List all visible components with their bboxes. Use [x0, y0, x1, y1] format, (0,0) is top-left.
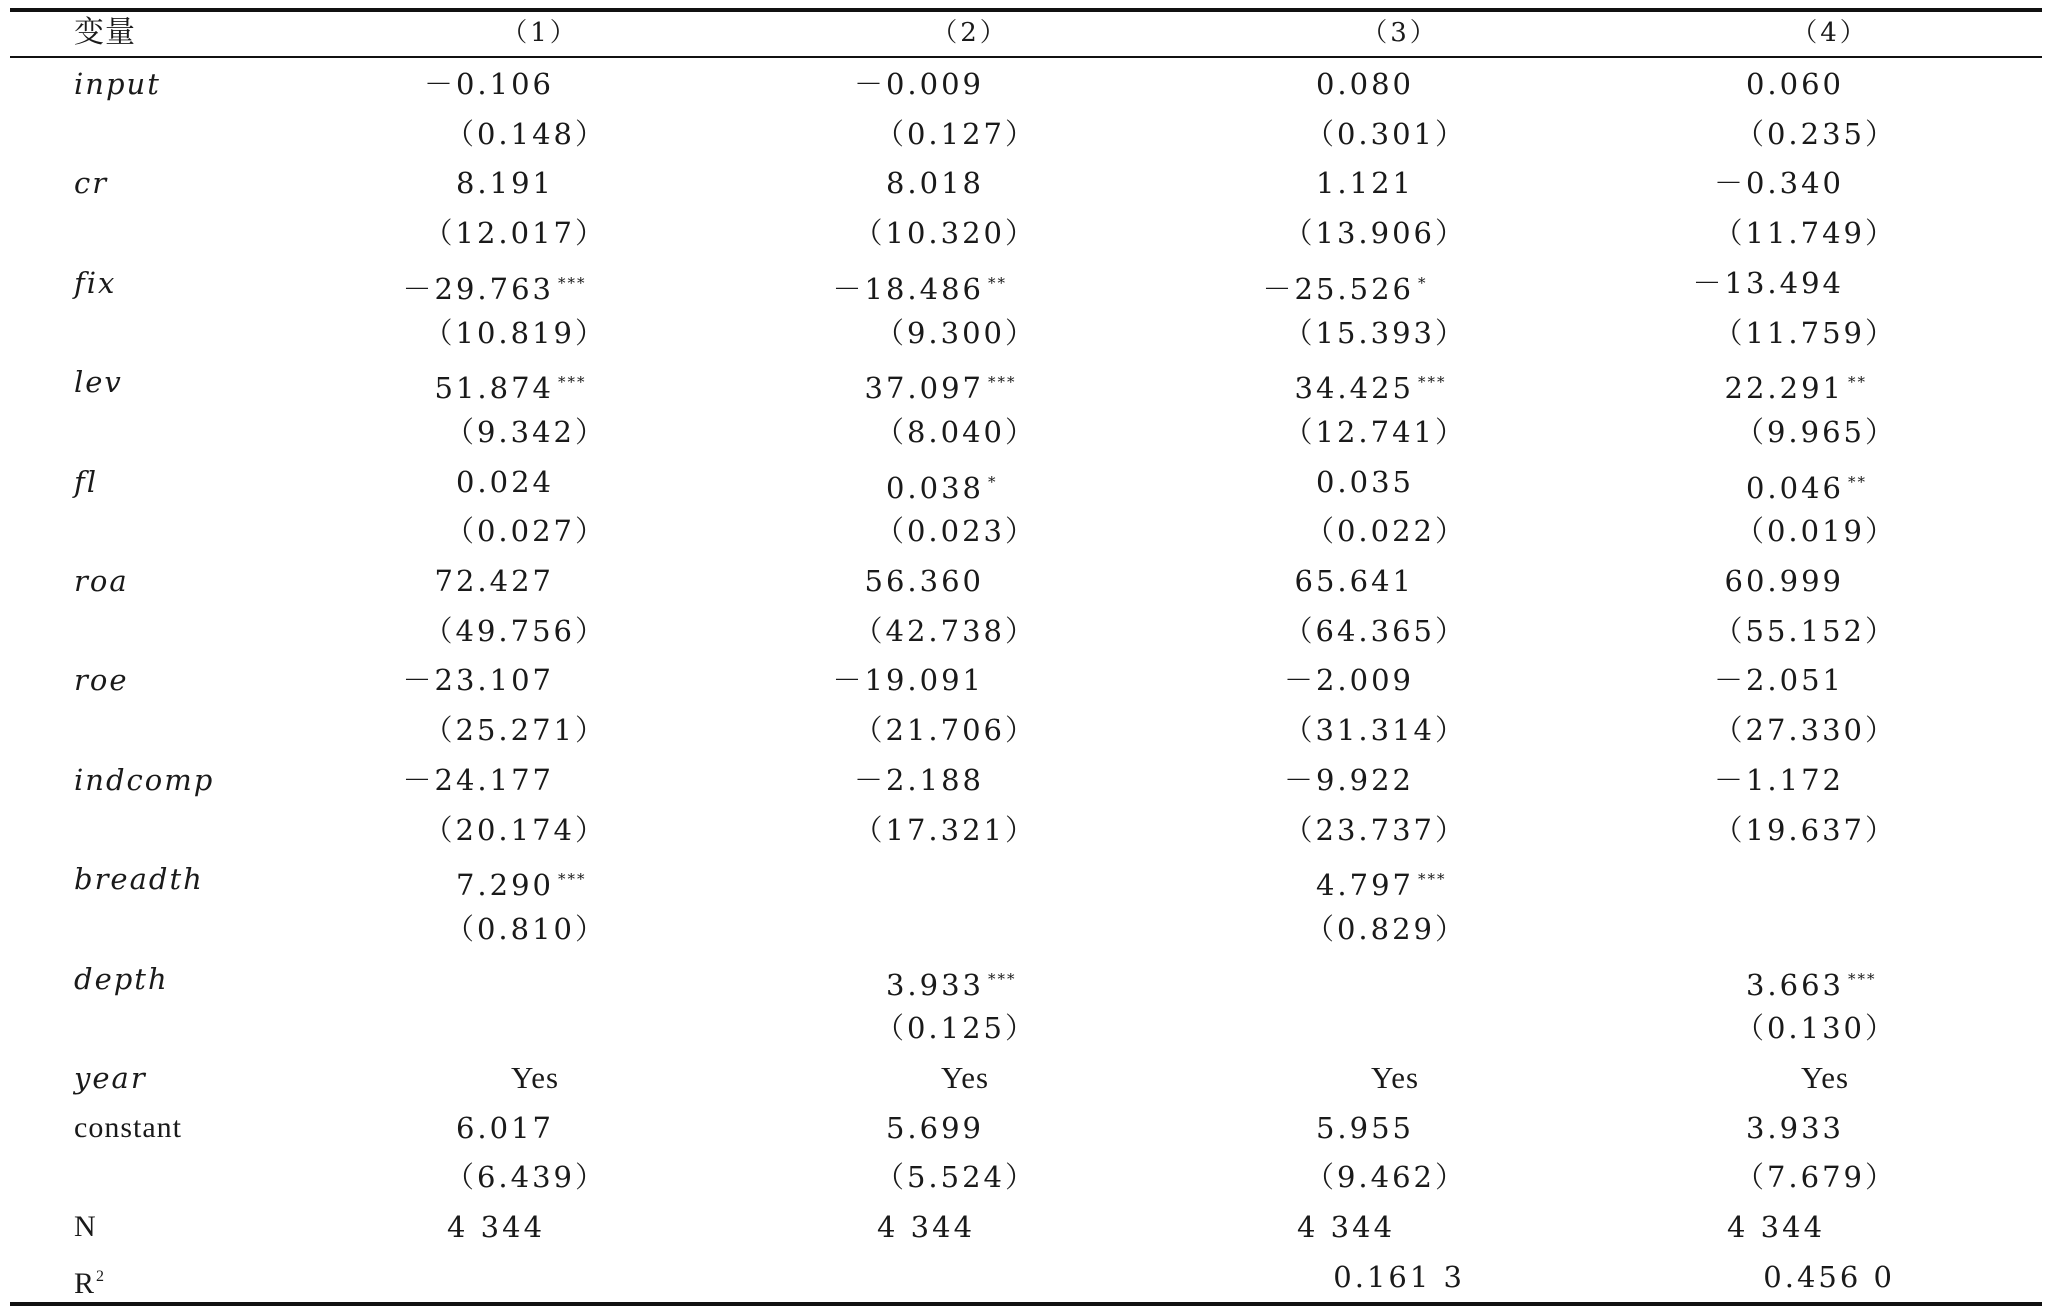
significance-stars: *	[1418, 273, 1428, 292]
coefficient-value: －0.009	[853, 67, 984, 101]
column-header-1: （1）	[501, 18, 579, 48]
coefficient-value: 5.699	[885, 1110, 984, 1145]
se-row-fl	[0, 506, 2048, 556]
se-row-cr	[0, 208, 2048, 258]
variable-label: depth	[74, 961, 169, 996]
coefficient-value: 7.290	[455, 868, 554, 903]
se-row-roa	[0, 606, 2048, 656]
coefficient-cell	[403, 655, 592, 705]
standard-error-cell: （12.741）	[1283, 414, 1467, 449]
header-row	[0, 8, 2048, 58]
se-row-indcomp	[0, 805, 2048, 855]
se-row-input	[0, 109, 2048, 159]
standard-error-cell: （20.174）	[423, 812, 607, 847]
coefficient-value: 5.955	[1315, 1110, 1414, 1145]
coefficient-cell	[1316, 158, 1452, 208]
coefficient-value: 0.024	[455, 464, 554, 499]
coefficient-cell	[456, 158, 592, 208]
coefficient-cell	[865, 357, 1022, 407]
variable-label: N	[74, 1210, 98, 1244]
coefficient-value: 51.874	[434, 371, 554, 406]
standard-error-cell: （23.737）	[1283, 812, 1467, 847]
standard-error-cell: （27.330）	[1713, 713, 1897, 748]
observations-cell: 4 344	[447, 1210, 546, 1245]
coefficient-value: 56.360	[864, 564, 984, 598]
standard-error-cell: （0.148）	[444, 116, 607, 151]
coefficient-value: －19.091	[832, 663, 984, 698]
coefficient-cell	[435, 357, 592, 407]
coefficient-cell	[886, 457, 1022, 507]
standard-error-cell: （9.342）	[444, 414, 607, 449]
significance-stars: ***	[558, 870, 587, 889]
coefficient-cell	[854, 59, 1022, 109]
significance-stars: ***	[1418, 373, 1447, 392]
coefficient-cell	[886, 954, 1022, 1004]
coef-row-input	[0, 59, 2048, 109]
variable-label: indcomp	[74, 762, 215, 797]
coef-row-lev	[0, 357, 2048, 407]
coefficient-cell	[886, 158, 1022, 208]
bottom-rule	[10, 1302, 2042, 1306]
standard-error-cell: （0.829）	[1304, 911, 1467, 946]
coef-row-roe	[0, 655, 2048, 705]
coefficient-cell	[1714, 655, 1882, 705]
coef-row-cr	[0, 158, 2048, 208]
coefficient-value: 4.797	[1315, 868, 1414, 903]
se-row-fix	[0, 308, 2048, 358]
significance-stars: ***	[988, 969, 1017, 988]
variable-label: fix	[74, 265, 117, 300]
coefficient-value: －25.526	[1262, 271, 1414, 306]
coefficient-cell	[833, 655, 1022, 705]
coefficient-cell	[854, 755, 1022, 805]
coefficient-value: －2.051	[1713, 663, 1844, 698]
standard-error-cell: （0.019）	[1734, 514, 1897, 549]
coefficient-cell	[1316, 854, 1452, 904]
standard-error-cell: （49.756）	[423, 613, 607, 648]
variable-label	[74, 1252, 106, 1302]
coefficient-value: 3.933	[1745, 1110, 1844, 1145]
coefficient-cell	[424, 59, 592, 109]
standard-error-cell: （0.023）	[874, 514, 1037, 549]
standard-error-cell: （0.027）	[444, 514, 607, 549]
coefficient-value: 72.427	[434, 564, 554, 598]
coefficient-cell	[865, 556, 1022, 606]
standard-error-cell: （0.130）	[1734, 1011, 1897, 1046]
coef-row-fix	[0, 258, 2048, 308]
significance-stars: **	[1848, 472, 1867, 491]
coefficient-cell	[403, 755, 592, 805]
coefficient-value: －29.763	[402, 271, 554, 306]
variable-header: 变量	[74, 15, 136, 50]
r-squared-cell: 0.161 3	[1333, 1259, 1465, 1294]
coefficient-value: 0.035	[1315, 464, 1414, 499]
coefficient-cell	[1316, 1103, 1452, 1153]
standard-error-cell: （0.125）	[874, 1011, 1037, 1046]
standard-error-cell: （0.301）	[1304, 116, 1467, 151]
r-squared-label: R	[74, 1266, 97, 1300]
coefficient-cell	[886, 1103, 1022, 1153]
coefficient-value: －13.494	[1692, 265, 1844, 300]
coefficient-value: －24.177	[402, 762, 554, 797]
se-row-depth	[0, 1003, 2048, 1053]
coefficient-value: 22.291	[1724, 371, 1844, 406]
coefficient-value: 8.191	[455, 166, 554, 201]
variable-label: lev	[74, 365, 123, 400]
standard-error-cell: （19.637）	[1713, 812, 1897, 847]
r-squared-superscript: 2	[96, 1267, 107, 1285]
coefficient-cell	[1284, 755, 1452, 805]
standard-error-cell: （9.300）	[874, 315, 1037, 350]
coefficient-value: －23.107	[402, 663, 554, 698]
coefficient-value: 60.999	[1724, 564, 1844, 598]
standard-error-cell: （11.759）	[1713, 315, 1897, 350]
se-row-breadth	[0, 904, 2048, 954]
coefficient-cell	[1725, 357, 1882, 407]
coef-row-roa	[0, 556, 2048, 606]
significance-stars: ***	[1848, 969, 1877, 988]
coefficient-cell	[1746, 59, 1882, 109]
standard-error-cell: （13.906）	[1283, 216, 1467, 251]
coefficient-cell	[1295, 357, 1452, 407]
coefficient-cell	[435, 556, 592, 606]
coefficient-value: －9.922	[1283, 762, 1414, 797]
n-row	[0, 1202, 2048, 1252]
coefficient-value: 1.121	[1315, 166, 1414, 201]
year-fixed-effect-cell: Yes	[940, 1060, 990, 1095]
standard-error-cell: （15.393）	[1283, 315, 1467, 350]
coefficient-cell	[1316, 457, 1452, 507]
standard-error-cell: （0.127）	[874, 116, 1037, 151]
variable-label: roe	[74, 663, 129, 698]
standard-error-cell: （0.235）	[1734, 116, 1897, 151]
variable-label: breadth	[74, 862, 204, 897]
column-header-4: （4）	[1791, 18, 1869, 48]
variable-label: cr	[74, 166, 109, 201]
year-row	[0, 1053, 2048, 1103]
coefficient-value: －0.106	[423, 67, 554, 101]
coefficient-value: －2.188	[853, 762, 984, 797]
year-fixed-effect-cell: Yes	[510, 1060, 560, 1095]
observations-cell: 4 344	[1297, 1210, 1396, 1245]
standard-error-cell: （21.706）	[853, 713, 1037, 748]
variable-label: constant	[74, 1110, 182, 1144]
coef-row-indcomp	[0, 755, 2048, 805]
standard-error-cell: （17.321）	[853, 812, 1037, 847]
standard-error-cell: （9.965）	[1734, 414, 1897, 449]
coefficient-value: 0.046	[1745, 470, 1844, 505]
coefficient-value: 8.018	[885, 166, 984, 201]
r-squared-cell: 0.456 0	[1763, 1259, 1895, 1294]
significance-stars: ***	[1418, 870, 1447, 889]
variable-label: roa	[74, 564, 129, 598]
standard-error-cell: （31.314）	[1283, 713, 1467, 748]
standard-error-cell: （64.365）	[1283, 613, 1467, 648]
se-row-lev	[0, 407, 2048, 457]
column-header-3: （3）	[1361, 18, 1439, 48]
constant-se-row	[0, 1152, 2048, 1202]
coefficient-value: －2.009	[1283, 663, 1414, 698]
variable-label: input	[74, 67, 161, 101]
coefficient-cell	[1746, 1103, 1882, 1153]
standard-error-cell: （0.022）	[1304, 514, 1467, 549]
coefficient-value: －1.172	[1713, 762, 1844, 797]
coefficient-cell	[1316, 59, 1452, 109]
standard-error-cell: （7.679）	[1734, 1160, 1897, 1195]
coefficient-value: 6.017	[455, 1110, 554, 1145]
coefficient-cell	[456, 457, 592, 507]
standard-error-cell: （25.271）	[423, 713, 607, 748]
standard-error-cell: （5.524）	[874, 1160, 1037, 1195]
coef-row-breadth	[0, 854, 2048, 904]
year-fixed-effect-cell: Yes	[1800, 1060, 1850, 1095]
coefficient-value: －0.340	[1713, 166, 1844, 201]
coefficient-cell	[1746, 954, 1882, 1004]
significance-stars: **	[988, 273, 1007, 292]
coefficient-value: 0.080	[1315, 67, 1414, 101]
column-header-2: （2）	[931, 18, 1009, 48]
constant-row	[0, 1103, 2048, 1153]
coef-row-fl	[0, 457, 2048, 507]
coefficient-cell	[833, 258, 1022, 308]
coefficient-cell	[403, 258, 592, 308]
standard-error-cell: （0.810）	[444, 911, 607, 946]
significance-stars: ***	[988, 373, 1017, 392]
coefficient-value: 0.038	[885, 470, 984, 505]
coefficient-value: 34.425	[1294, 371, 1414, 406]
significance-stars: **	[1848, 373, 1867, 392]
coef-row-depth	[0, 954, 2048, 1004]
coefficient-value: 37.097	[864, 371, 984, 406]
se-row-roe	[0, 705, 2048, 755]
standard-error-cell: （10.320）	[853, 216, 1037, 251]
variable-label: fl	[74, 464, 99, 499]
coefficient-value: 3.663	[1745, 967, 1844, 1002]
significance-stars: ***	[558, 373, 587, 392]
standard-error-cell: （12.017）	[423, 216, 607, 251]
coefficient-cell	[1714, 755, 1882, 805]
coefficient-cell	[1295, 556, 1452, 606]
coefficient-value: －18.486	[832, 271, 984, 306]
coefficient-cell	[1714, 158, 1882, 208]
variable-label: year	[74, 1061, 147, 1095]
coefficient-value: 3.933	[885, 967, 984, 1002]
significance-stars: *	[988, 472, 998, 491]
standard-error-cell: （11.749）	[1713, 216, 1897, 251]
coefficient-cell	[1746, 457, 1882, 507]
standard-error-cell: （42.738）	[853, 613, 1037, 648]
coefficient-cell	[456, 854, 592, 904]
observations-cell: 4 344	[877, 1210, 976, 1245]
standard-error-cell: （9.462）	[1304, 1160, 1467, 1195]
coefficient-cell	[1693, 258, 1882, 308]
standard-error-cell: （6.439）	[444, 1160, 607, 1195]
standard-error-cell: （55.152）	[1713, 613, 1897, 648]
coefficient-cell	[1263, 258, 1452, 308]
coefficient-value: 65.641	[1294, 564, 1414, 598]
year-fixed-effect-cell: Yes	[1370, 1060, 1420, 1095]
coefficient-value: 0.060	[1745, 67, 1844, 101]
standard-error-cell: （10.819）	[423, 315, 607, 350]
r-squared-row	[0, 1252, 2048, 1302]
significance-stars: ***	[558, 273, 587, 292]
observations-cell: 4 344	[1727, 1210, 1826, 1245]
coefficient-cell	[1284, 655, 1452, 705]
coefficient-cell	[1725, 556, 1882, 606]
standard-error-cell: （8.040）	[874, 414, 1037, 449]
coefficient-cell	[456, 1103, 592, 1153]
